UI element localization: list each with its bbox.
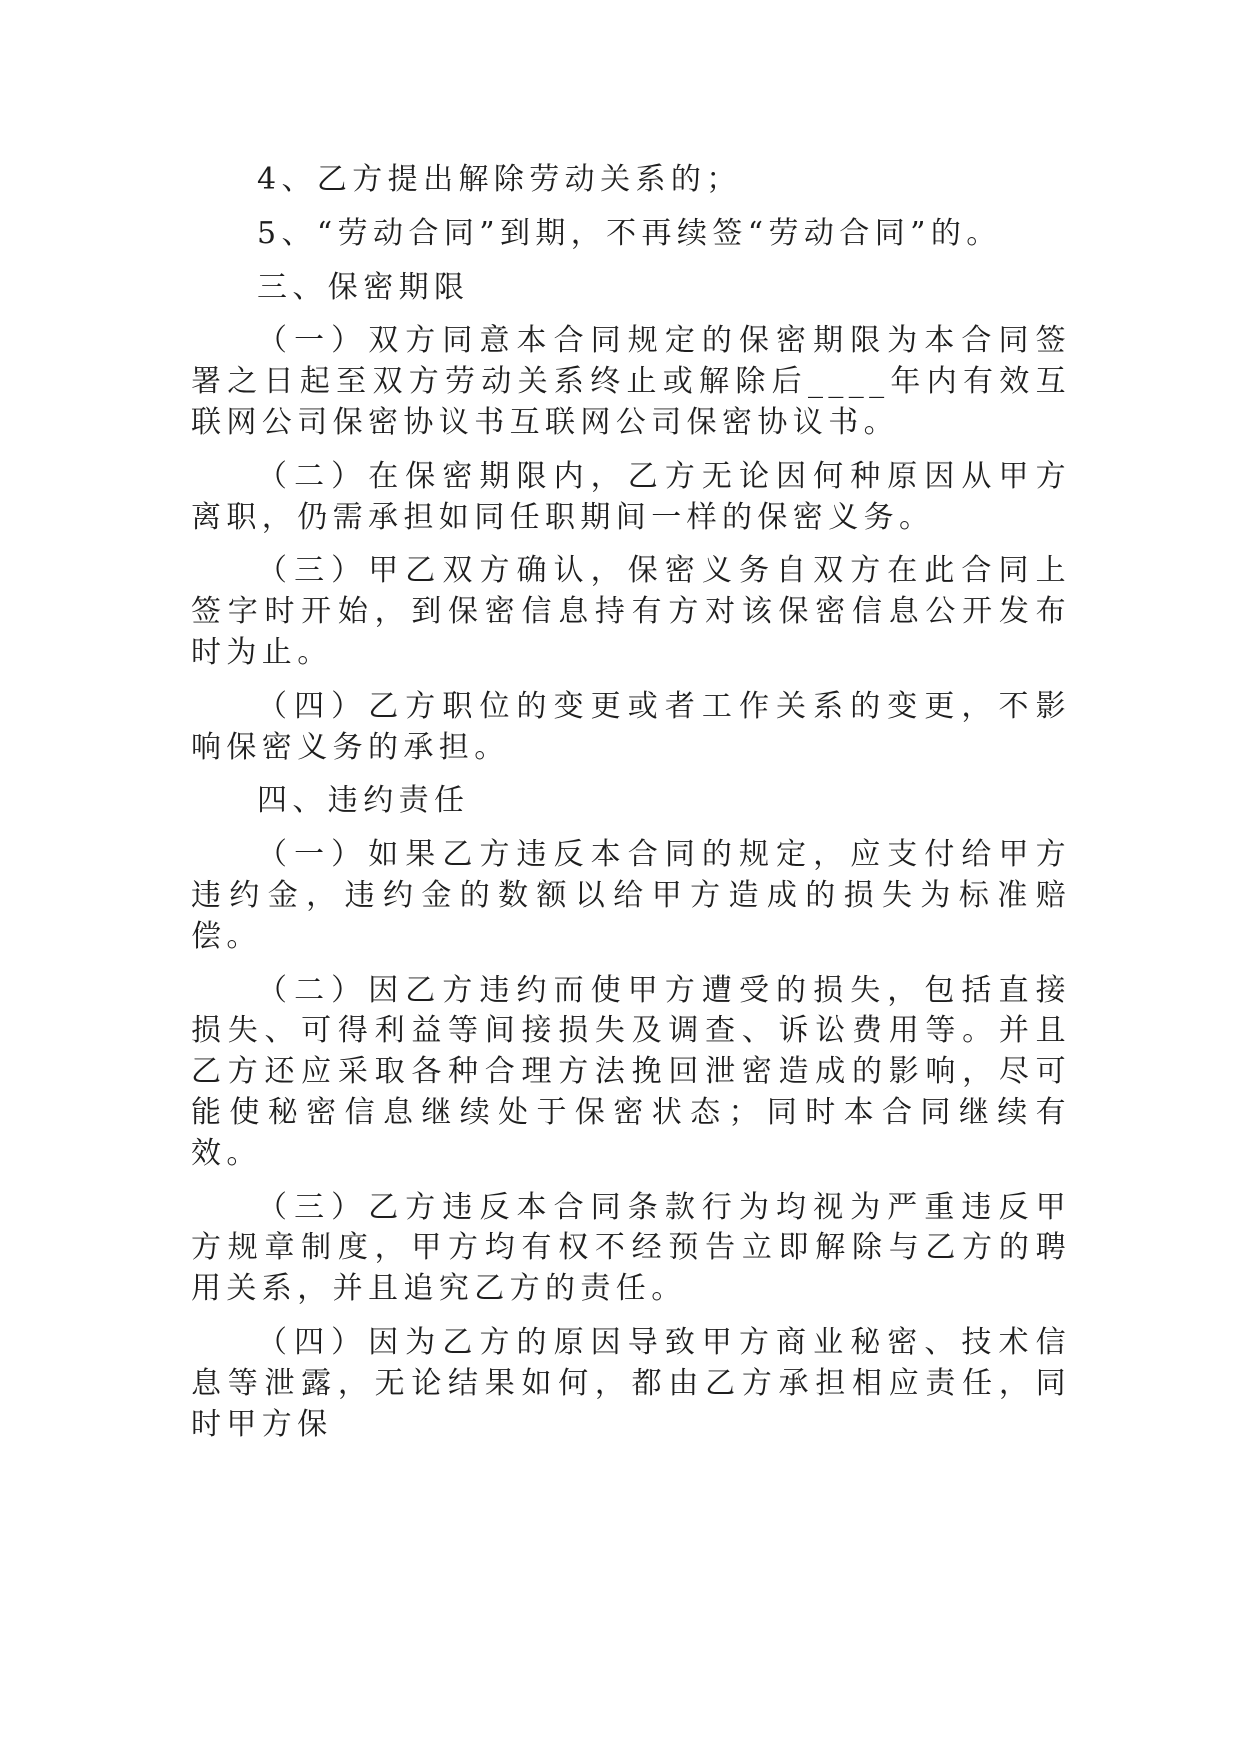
document-body bbox=[191, 160, 1071, 1458]
paragraph-item-5: 5、“劳动合同”到期，不再续签“劳动合同”的。 bbox=[257, 215, 1002, 251]
paragraph-item-4: 4、乙方提出解除劳动关系的； bbox=[257, 162, 742, 197]
paragraph-period-2: （二）在保密期限内，乙方无论因何种原因从甲方离职，仍需承担如同任职期间一样的保密义务。 bbox=[191, 458, 1071, 535]
section-heading-liability: 四、违约责任 bbox=[257, 783, 470, 819]
paragraph-liability-3: （三）乙方违反本合同条款行为均视为严重违反甲方规章制度，甲方均有权不经预告立即解除与乙方的聘用关系，并且追究乙方的责任。 bbox=[191, 1189, 1071, 1307]
paragraph-period-1: （一）双方同意本合同规定的保密期限为本合同签署之日起至双方劳动关系终止或解除后____年内有效互联网公司保密协议书互联网公司保密协议书。 bbox=[191, 323, 1071, 440]
paragraph-liability-1: （一）如果乙方违反本合同的规定，应支付给甲方违约金，违约金的数额以给甲方造成的损失为标准赔偿。 bbox=[191, 837, 1071, 954]
paragraph-liability-2: （二）因乙方违约而使甲方遭受的损失，包括直接损失、可得利益等间接损失及调查、诉讼费用等。并且乙方还应采取各种合理方法挽回泄密造成的影响，尽可能使秘密信息继续处于保密状态；同时本合同继续有效。 bbox=[191, 972, 1071, 1171]
paragraph-period-3: （三）甲乙双方确认，保密义务自双方在此合同上签字时开始，到保密信息持有方对该保密信息公开发布时为止。 bbox=[191, 553, 1071, 670]
paragraph-liability-4: （四）因为乙方的原因导致甲方商业秘密、技术信息等泄露，无论结果如何，都由乙方承担相应责任，同时甲方保 bbox=[191, 1324, 1071, 1442]
section-heading-confidentiality-period: 三、保密期限 bbox=[257, 269, 470, 305]
paragraph-period-4: （四）乙方职位的变更或者工作关系的变更，不影响保密义务的承担。 bbox=[191, 688, 1071, 765]
